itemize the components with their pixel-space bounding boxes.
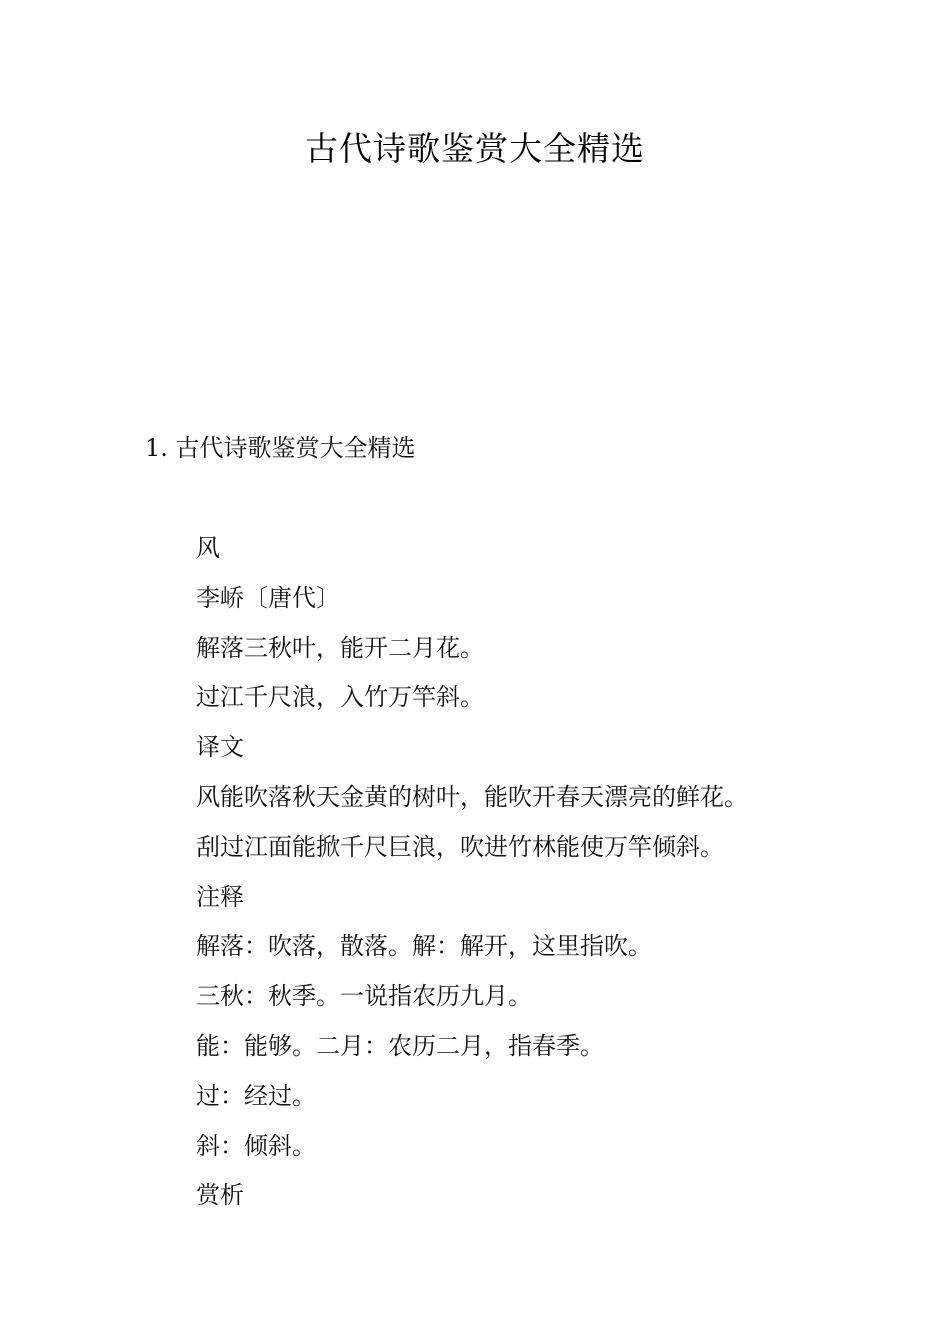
note-line: 斜：倾斜。 (196, 1131, 316, 1160)
note-line: 能：能够。二月：农历二月，指春季。 (196, 1031, 604, 1060)
poem-author: 李峤〔唐代〕 (196, 583, 340, 612)
poem-line: 解落三秋叶，能开二月花。 (196, 633, 484, 662)
notes-heading: 注释 (196, 882, 244, 911)
translation-heading: 译文 (196, 733, 244, 762)
section-heading: 1. 古代诗歌鉴赏大全精选 (145, 434, 416, 462)
translation-line: 刮过江面能掀千尺巨浪，吹进竹林能使万竿倾斜。 (196, 832, 724, 861)
appreciation-heading: 赏析 (196, 1181, 244, 1210)
poem-content (196, 530, 748, 1227)
note-line: 过：经过。 (196, 1081, 316, 1110)
translation-line: 风能吹落秋天金黄的树叶，能吹开春天漂亮的鲜花。 (196, 782, 748, 811)
note-line: 解落：吹落，散落。解：解开，这里指吹。 (196, 932, 652, 961)
note-line: 三秋：秋季。一说指农历九月。 (196, 982, 532, 1011)
page-title: 古代诗歌鉴赏大全精选 (305, 129, 645, 168)
poem-line: 过江千尺浪，入竹万竿斜。 (196, 683, 484, 712)
poem-title: 风 (196, 534, 220, 562)
